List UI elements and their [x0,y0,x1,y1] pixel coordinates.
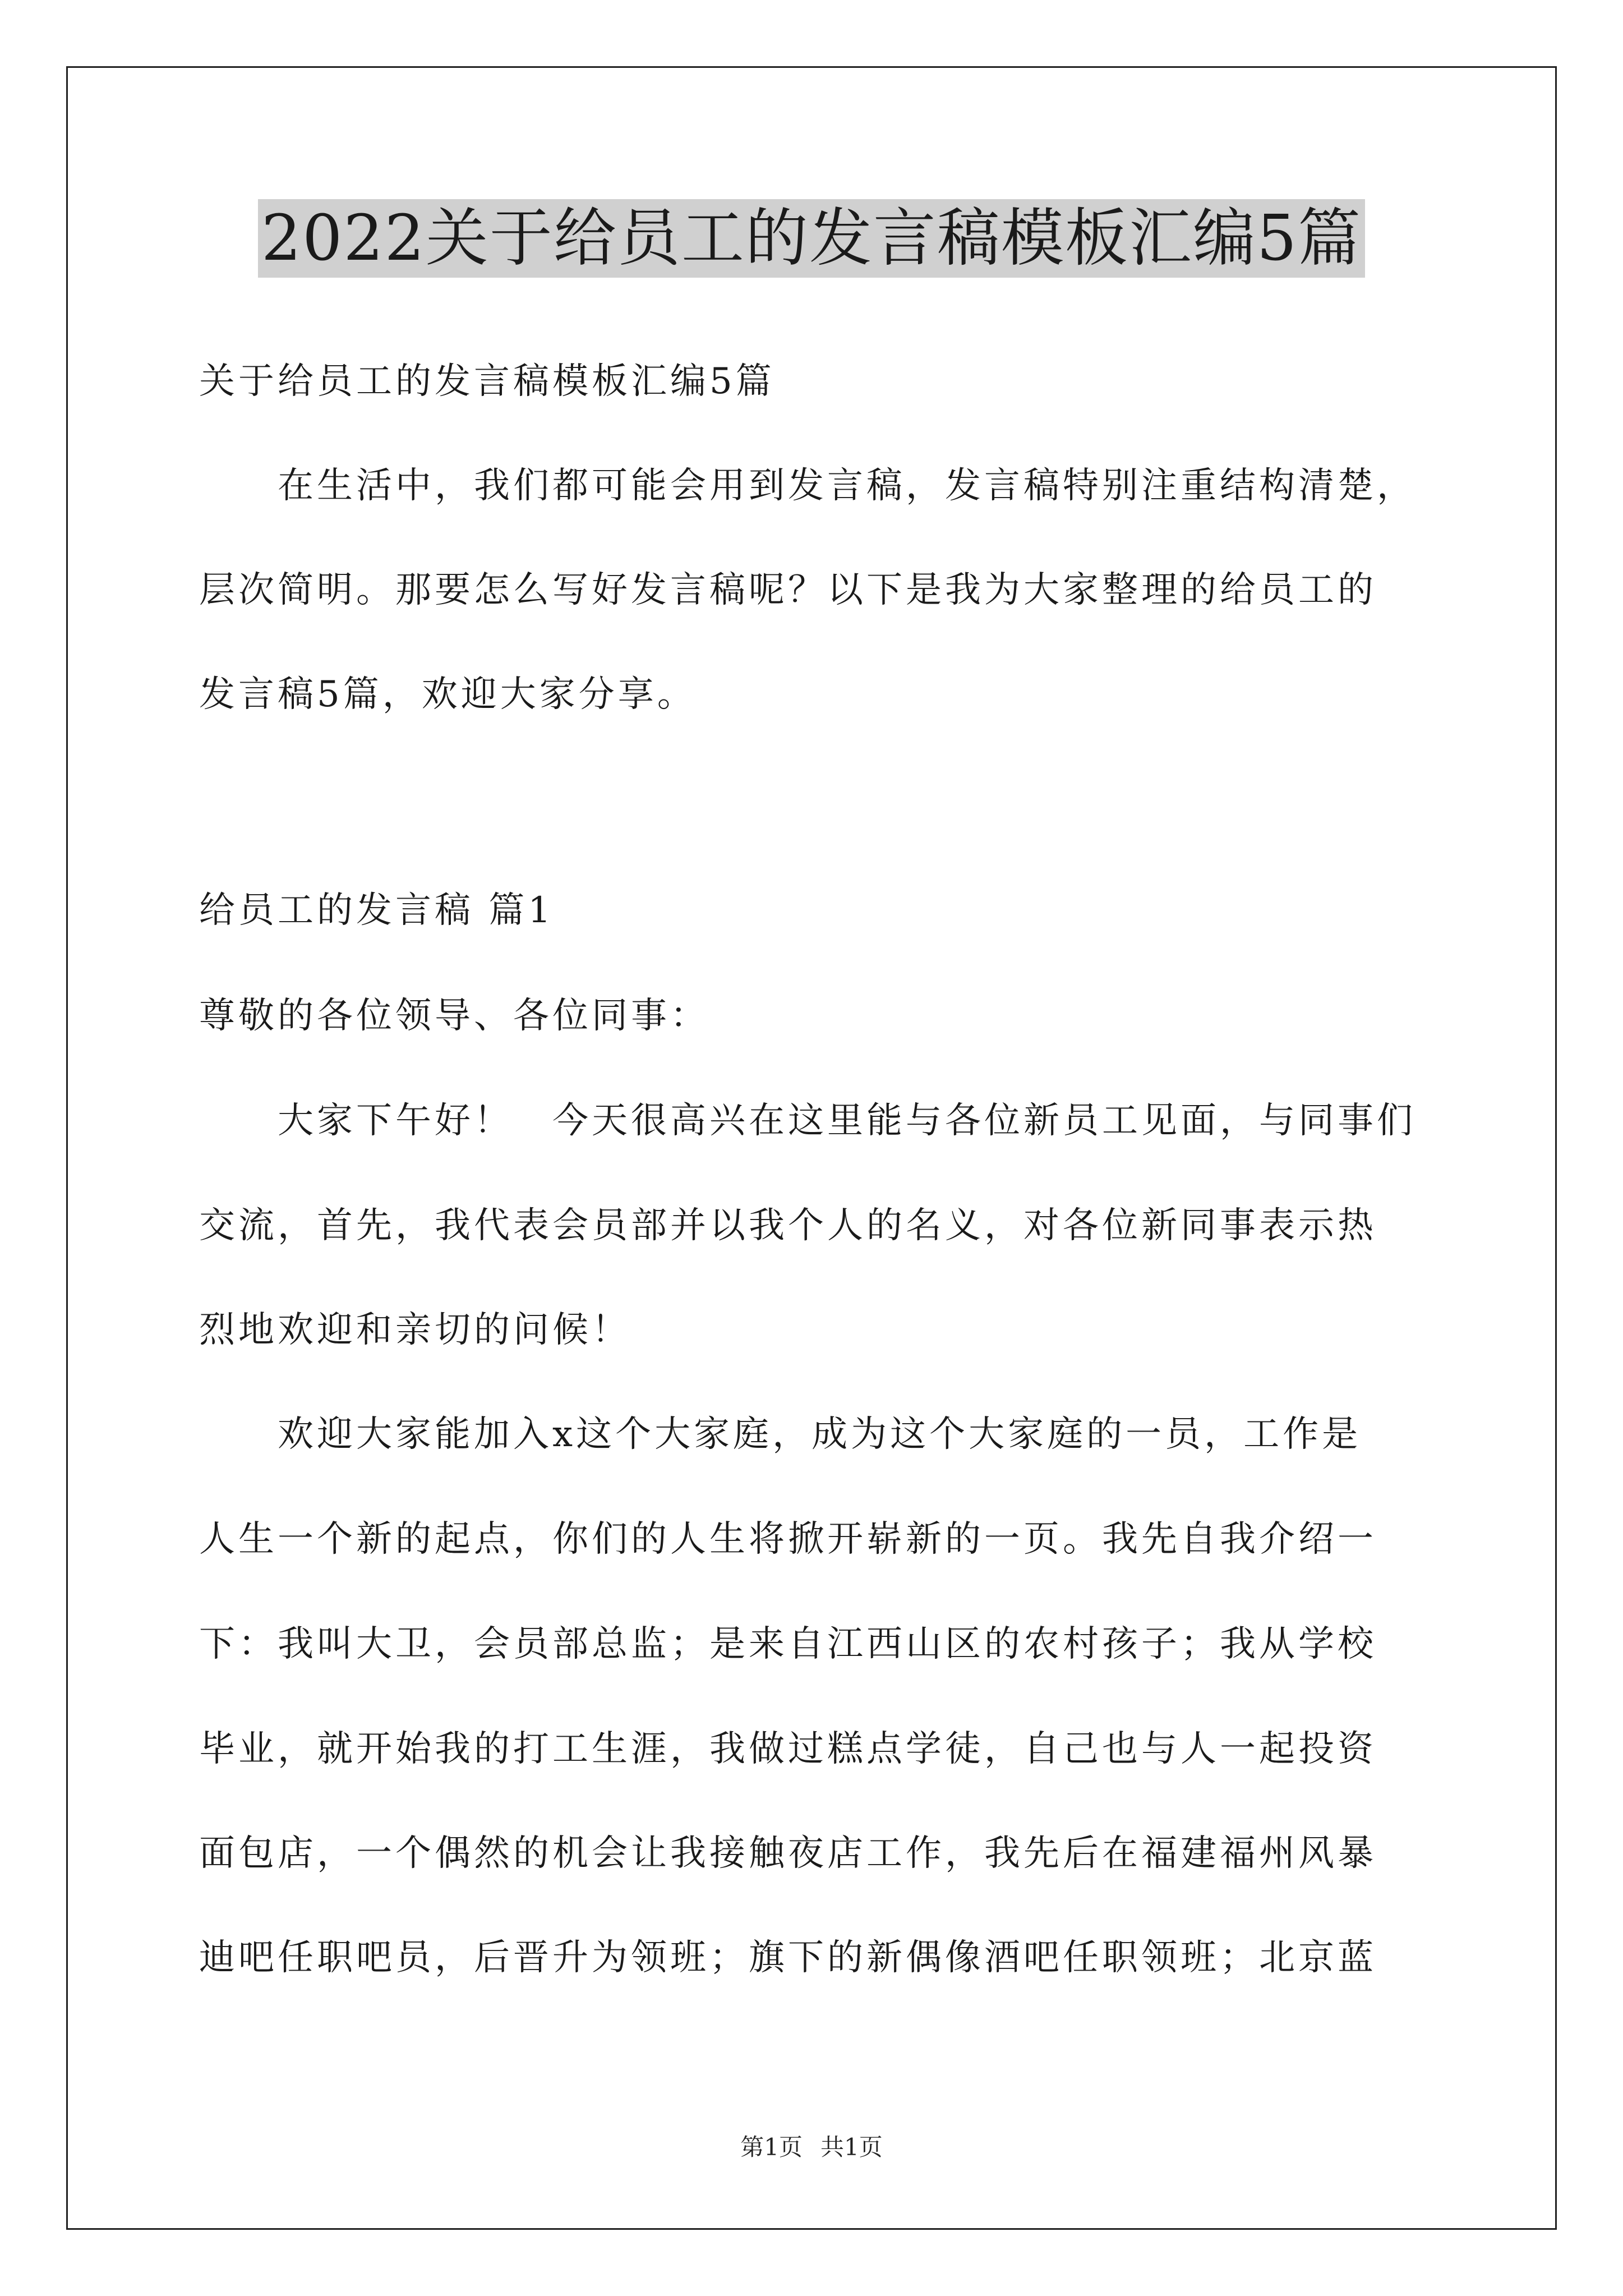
page-footer [0,2132,1623,2163]
text-line: 大家下午好！ 今天很高兴在这里能与各位新员工见面，与同事们 [199,1100,1416,1142]
section-heading: 给员工的发言稿 篇1 [199,890,555,931]
text-line: 烈地欢迎和亲切的问候！ [199,1309,631,1351]
text-line: 迪吧任职吧员，后晋升为领班；旗下的新偶像酒吧任职领班；北京蓝 [199,1937,1377,1978]
text-line: 在生活中，我们都可能会用到发言稿，发言稿特别注重结构清楚， [199,465,1416,507]
text-line: 欢迎大家能加入x这个大家庭，成为这个大家庭的一员，工作是 [199,1414,1362,1455]
title-container [0,199,1623,278]
text-line: 面包店，一个偶然的机会让我接触夜店工作，我先后在福建福州风暴 [199,1833,1377,1874]
salutation: 尊敬的各位领导、各位同事： [199,995,709,1037]
page-number: 第1页 [740,2133,803,2161]
text-line: 毕业，就开始我的打工生涯，我做过糕点学徒，自己也与人一起投资 [199,1728,1377,1770]
text-line: 交流，首先，我代表会员部并以我个人的名义，对各位新同事表示热 [199,1205,1377,1246]
text-line: 下：我叫大卫，会员部总监；是来自江西山区的农村孩子；我从学校 [199,1623,1377,1665]
text-line: 人生一个新的起点，你们的人生将掀开崭新的一页。我先自我介绍一 [199,1519,1377,1560]
text-line: 发言稿5篇，欢迎大家分享。 [199,674,697,715]
page-total: 共1页 [820,2133,883,2161]
document-title: 2022关于给员工的发言稿模板汇编5篇 [258,199,1365,278]
text-line: 层次简明。那要怎么写好发言稿呢？以下是我为大家整理的给员工的 [199,569,1377,611]
text-line: 关于给员工的发言稿模板汇编5篇 [199,361,775,402]
